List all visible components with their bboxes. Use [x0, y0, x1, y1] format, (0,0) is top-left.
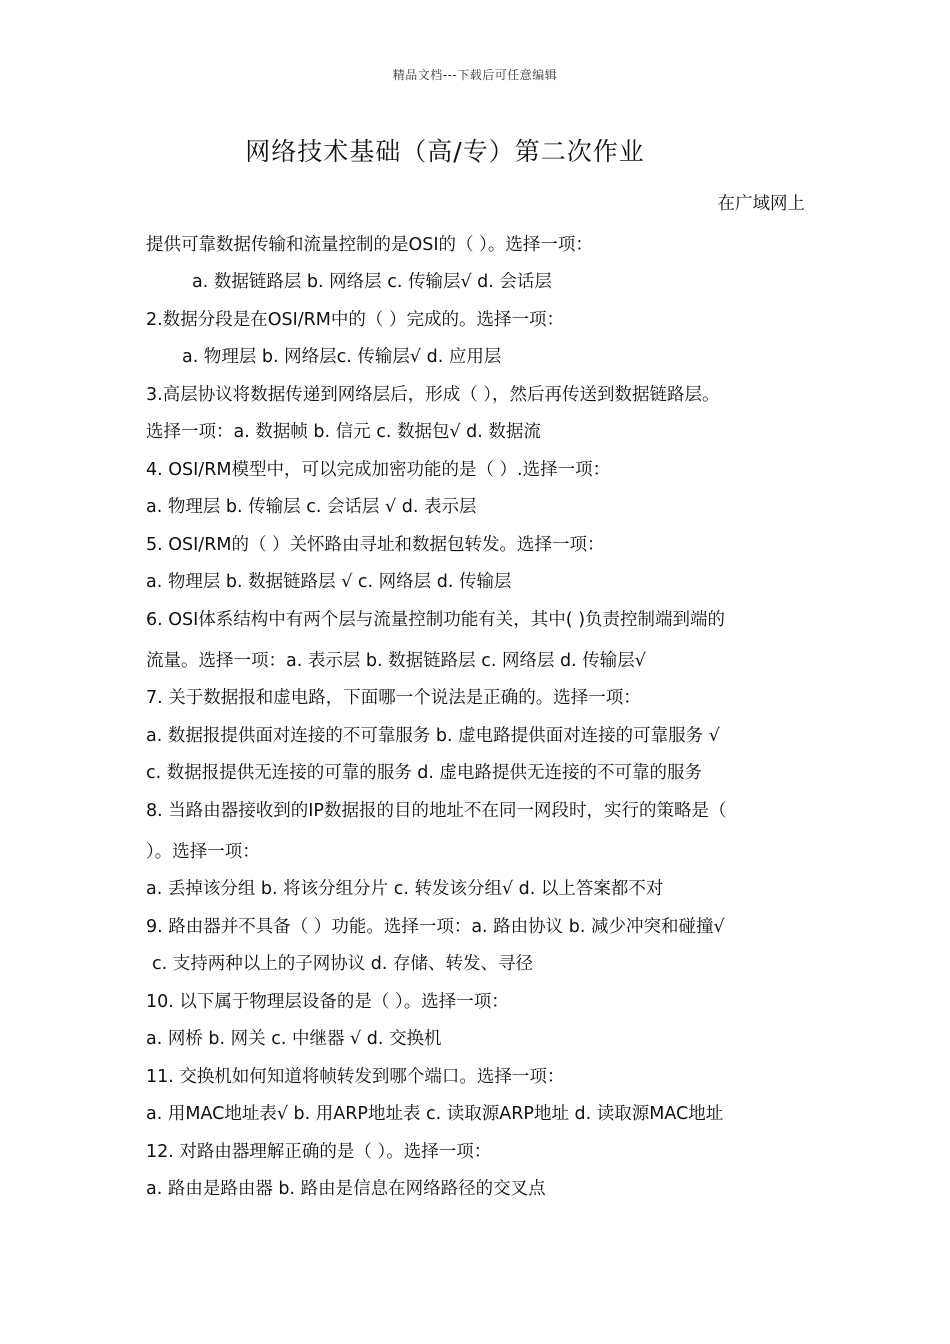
question-line: 7. 关于数据报和虚电路，下面哪一个说法是正确的。选择一项：: [146, 688, 641, 708]
answer-line: a. 数据链路层 b. 网络层 c. 传输层√ d. 会话层: [192, 272, 552, 292]
question-line: 10. 以下属于物理层设备的是（ ）。选择一项：: [146, 992, 509, 1012]
question-line: ）。选择一项：: [146, 842, 260, 862]
document-title: 网络技术基础（高/专）第二次作业: [245, 137, 645, 166]
question-line: 12. 对路由器理解正确的是（ ）。选择一项：: [146, 1142, 492, 1162]
question-line: 8. 当路由器接收到的IP数据报的目的地址不在同一网段时，实行的策略是（: [146, 801, 727, 821]
answer-line: 流量。选择一项：a. 表示层 b. 数据链路层 c. 网络层 d. 传输层√: [146, 651, 646, 671]
question-line: 3.高层协议将数据传递到网络层后，形成（ ），然后再传送到数据链路层。: [146, 385, 720, 405]
answer-line: a. 物理层 b. 数据链路层 √ c. 网络层 d. 传输层: [146, 572, 512, 592]
question-line: 6. OSI体系结构中有两个层与流量控制功能有关，其中( )负责控制端到端的: [146, 610, 726, 630]
answer-line: a. 物理层 b. 传输层 c. 会话层 √ d. 表示层: [146, 497, 477, 517]
answer-line: c. 数据报提供无连接的可靠的服务 d. 虚电路提供无连接的不可靠的服务: [146, 763, 703, 783]
page-header: 精品文档---下载后可任意编辑: [392, 68, 558, 82]
question-line: 4. OSI/RM模型中，可以完成加密功能的是（ ）.选择一项：: [146, 460, 611, 480]
answer-line: a. 数据报提供面对连接的不可靠服务 b. 虚电路提供面对连接的可靠服务 √: [146, 726, 720, 746]
question-line: 2.数据分段是在OSI/RM中的（ ）完成的。选择一项：: [146, 310, 564, 330]
answer-line: c. 支持两种以上的子网协议 d. 存储、转发、寻径: [152, 954, 534, 974]
question-line: 提供可靠数据传输和流量控制的是OSI的（ ）。选择一项：: [146, 235, 593, 255]
answer-line: 选择一项：a. 数据帧 b. 信元 c. 数据包√ d. 数据流: [146, 422, 541, 442]
answer-line: a. 路由是路由器 b. 路由是信息在网络路径的交叉点: [146, 1179, 546, 1199]
answer-line: a. 丢掉该分组 b. 将该分组分片 c. 转发该分组√ d. 以上答案都不对: [146, 879, 664, 899]
answer-line: a. 物理层 b. 网络层c. 传输层√ d. 应用层: [182, 347, 502, 367]
question-line: 5. OSI/RM的（ ）关怀路由寻址和数据包转发。选择一项：: [146, 535, 605, 555]
question-line: 9. 路由器并不具备（ ）功能。选择一项：a. 路由协议 b. 减少冲突和碰撞√: [146, 917, 725, 937]
answer-line: a. 用MAC地址表√ b. 用ARP地址表 c. 读取源ARP地址 d. 读取源MAC地址: [146, 1104, 724, 1124]
question-line: 11. 交换机如何知道将帧转发到哪个端口。选择一项：: [146, 1067, 565, 1087]
text-line: 在广域网上: [717, 194, 805, 214]
answer-line: a. 网桥 b. 网关 c. 中继器 √ d. 交换机: [146, 1029, 442, 1049]
